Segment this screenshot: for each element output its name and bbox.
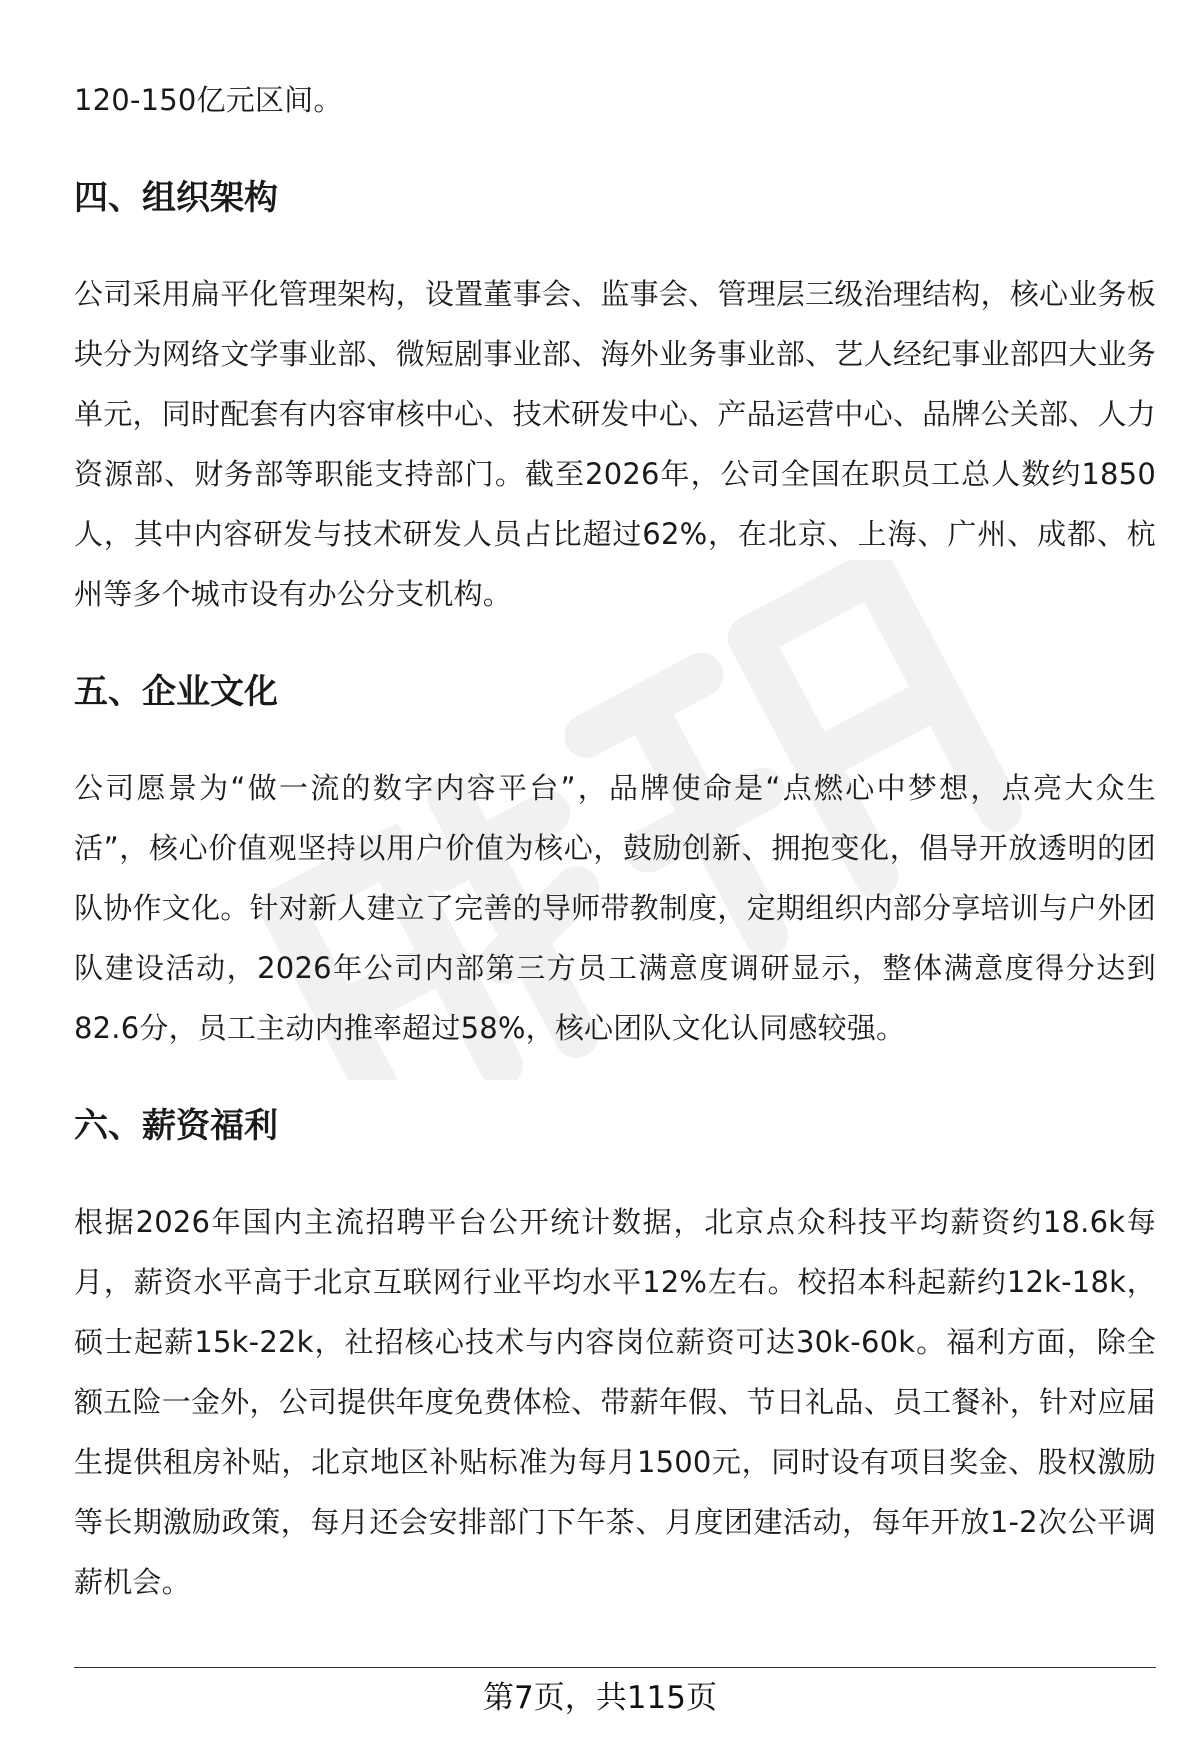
section-heading-organization: 四、组织架构 — [74, 178, 278, 218]
document-body — [74, 70, 1156, 1612]
lead-paragraph: 120-150亿元区间。 — [74, 83, 343, 117]
footer-divider — [74, 1667, 1156, 1668]
section-body-compensation: 根据2026年国内主流招聘平台公开统计数据，北京点众科技平均薪资约18.6k每月，薪资水平高于北京互联网行业平均水平12%左右。校招本科起薪约12k-18k，硕士起薪15k-22k，社招核心技术与内容岗位薪资可达30k-60k。福利方面，除全额五险一金外，公司提供年度免费体检、带薪年假、节日礼品、员工餐补，针对应届生提供租房补贴，北京地区补贴标准为每月1500元，同时设有项目奖金、股权激励等长期激励政策，每月还会安排部门下午茶、月度团建活动，每年开放1-2次公平调薪机会。 — [74, 1205, 1156, 1599]
section-heading-culture: 五、企业文化 — [74, 672, 278, 712]
page-number: 第7页，共115页 — [483, 1680, 717, 1716]
section-body-culture: 公司愿景为“做一流的数字内容平台”，品牌使命是“点燃心中梦想，点亮大众生活”，核心价值观坚持以用户价值为核心，鼓励创新、拥抱变化，倡导开放透明的团队协作文化。针对新人建立了完善的导师带教制度，定期组织内部分享培训与户外团队建设活动，2026年公司内部第三方员工满意度调研显示，整体满意度得分达到82.6分，员工主动内推率超过58%，核心团队文化认同感较强。 — [74, 771, 1156, 1045]
section-body-organization: 公司采用扁平化管理架构，设置董事会、监事会、管理层三级治理结构，核心业务板块分为网络文学事业部、微短剧事业部、海外业务事业部、艺人经纪事业部四大业务单元，同时配套有内容审核中心、技术研发中心、产品运营中心、品牌公关部、人力资源部、财务部等职能支持部门。截至2026年，公司全国在职员工总人数约1850人，其中内容研发与技术研发人员占比超过62%，在北京、上海、广州、成都、杭州等多个城市设有办公分支机构。 — [74, 277, 1156, 611]
section-heading-compensation: 六、薪资福利 — [74, 1106, 278, 1146]
